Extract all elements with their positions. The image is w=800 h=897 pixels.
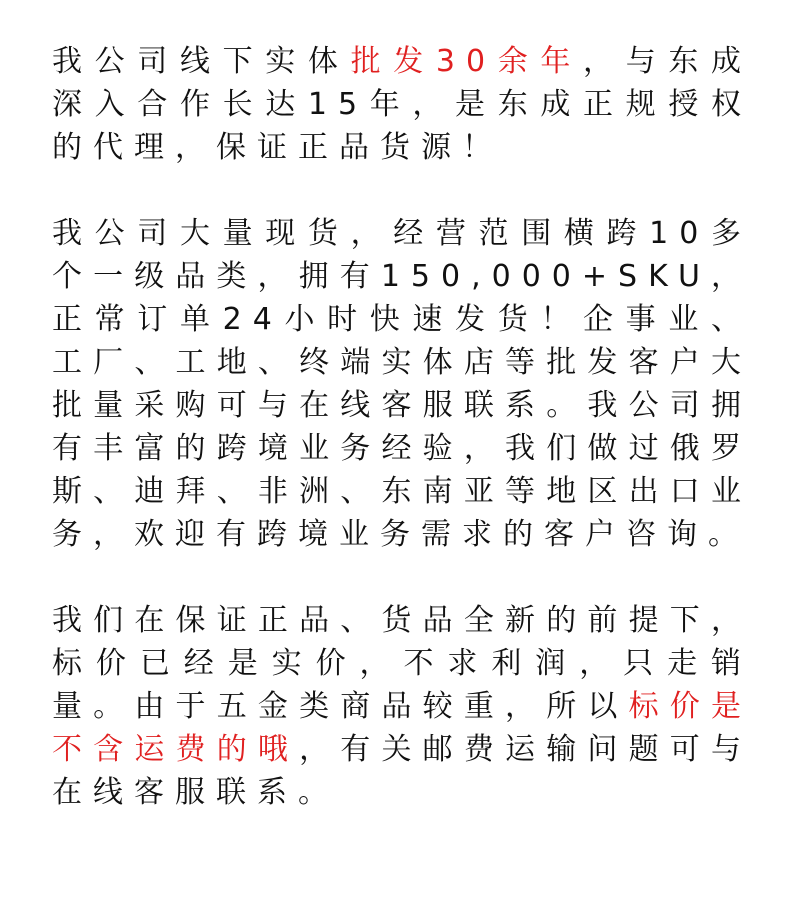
paragraph-1-text-end: ，与东成深入合作长达15年，是东成正规授权的代理，保证正品货源！ — [52, 44, 753, 165]
highlight-price-excludes-shipping: 标价是不含运费的哦 — [52, 689, 752, 767]
paragraph-pricing-and-shipping — [52, 599, 752, 814]
paragraph-wholesale-history — [52, 40, 752, 169]
paragraph-3-text-start: 我们在保证正品、货品全新的前提下，标价已经是实价，不求利润，只走销量。由于五金类商品较重，所以 — [52, 603, 752, 724]
paragraph-inventory-and-export — [52, 212, 752, 556]
paragraph-1-text-start: 我公司线下实体 — [52, 44, 351, 79]
notice-content — [52, 40, 752, 814]
highlight-wholesale-30-years: 批发30余年 — [350, 44, 584, 79]
paragraph-2-text: 我公司大量现货，经营范围横跨10多个一级品类，拥有150,000+SKU，正常订单24小时快速发货！企事业、工厂、工地、终端实体店等批发客户大批量采购可与在线客服联系。我公司拥有丰富的跨境业务经验，我们做过俄罗斯、迪拜、非洲、东南亚等地区出口业务，欢迎有跨境业务需求的客户咨询。 — [52, 216, 752, 552]
paragraph-3-text-end: ，有关邮费运输问题可与在线客服联系。 — [52, 732, 752, 810]
